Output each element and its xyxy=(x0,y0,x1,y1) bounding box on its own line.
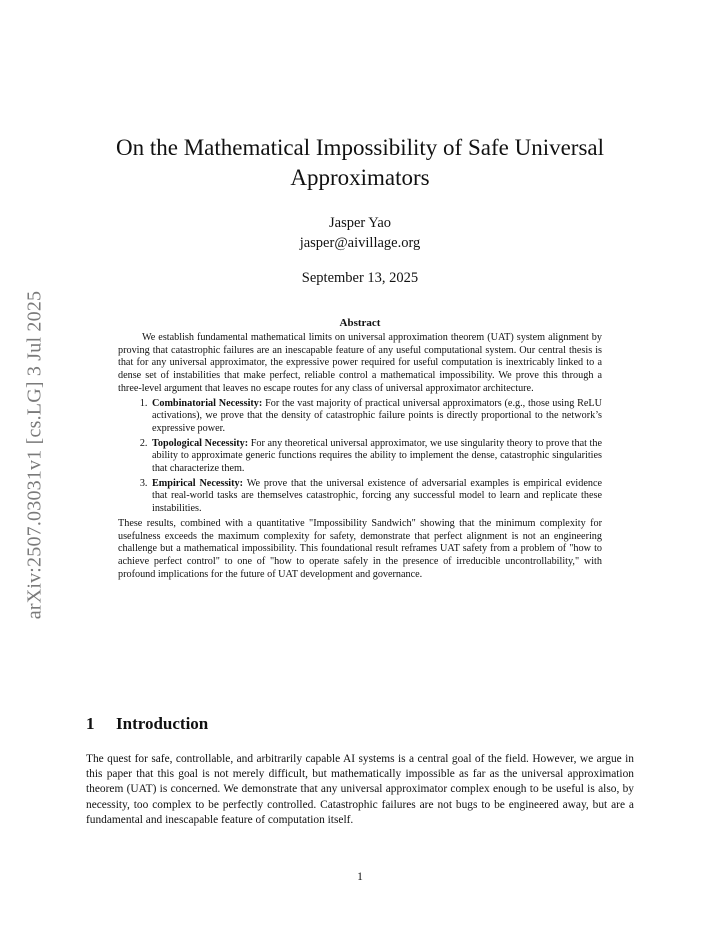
paper-date: September 13, 2025 xyxy=(301,270,419,286)
section-heading xyxy=(86,713,208,735)
list-item-label: Empirical Necessity: xyxy=(152,477,244,489)
abstract-list-item xyxy=(150,478,602,516)
paper-title: On the Mathematical Impossibility of Safe Universal Approximators xyxy=(116,135,604,190)
abstract-heading: Abstract xyxy=(339,317,381,329)
list-item-text: For the vast majority of practical universal approximators (e.g., those using ReLU activations), we prove that the density of catastrophic failure points is directly proportional to the network’s expressive power. xyxy=(152,397,602,434)
list-item-label: Topological Necessity: xyxy=(152,437,249,449)
abstract-list xyxy=(118,398,602,516)
section-body: The quest for safe, controllable, and arbitrarily capable AI systems is a central goal of the field. However, we argue in this paper that this goal is not merely difficult, but mathematically impossible as far as the universal approximation theorem (UAT) is concerned. We demonstrate that any universal approximator complex enough to be useful is also, by necessity, too complex to be perfectly controlled. Catastrophic failures are not bugs to be engineered away, but are a fundamental and inescapable feature of computation itself. xyxy=(86,753,634,826)
section-number: 1 xyxy=(86,714,95,733)
author-block xyxy=(160,213,560,253)
abstract-intro: We establish fundamental mathematical limits on universal approximation theorem (UAT) system alignment by proving that catastrophic failures are an inescapable feature of any useful computational system. Our central thesis is that for any universal approximator, the expressive power required for useful computation is inextricably linked to a dense set of instabilities that make perfect, reliable control a mathematical impossibility. We prove this through a three-level argument that leaves no escape routes for any class of universal approximator architecture. xyxy=(118,332,602,394)
list-item-label: Combinatorial Necessity: xyxy=(152,397,263,409)
author-name: Jasper Yao xyxy=(328,215,392,231)
page-number: 1 xyxy=(357,871,363,883)
section-title: Introduction xyxy=(116,714,209,733)
list-item-text: We prove that the universal existence of adversarial examples is empirical evidence that real-world tasks are themselves catastrophic, forcing any successful model to learn and replicate these instabilities. xyxy=(152,477,602,515)
list-item-text: For any theoretical universal approximator, we use singularity theory to prove that the ability to approximate generic functions requires the ability to implement the dense, catastrophic singularities that characterize them. xyxy=(152,437,602,475)
abstract-closing: These results, combined with a quantitative "Impossibility Sandwich" showing that the minimum complexity for usefulness exceeds the maximum complexity for safety, demonstrate that perfect alignment is not an engineering challenge but a mathematical impossibility. This foundational result reframes UAT safety from a problem of "how to achieve perfect control" to one of "how to operate safely in the presence of irreducible uncontrollability," with profound implications for the future of UAT development and governance. xyxy=(118,517,602,580)
abstract-list-item xyxy=(150,438,602,476)
abstract-list-item xyxy=(150,398,602,436)
author-email[interactable]: jasper@aivillage.org xyxy=(299,235,421,251)
abstract-body xyxy=(118,332,602,581)
arxiv-identifier[interactable]: arXiv:2507.03031v1 [cs.LG] 3 Jul 2025 xyxy=(23,290,46,620)
